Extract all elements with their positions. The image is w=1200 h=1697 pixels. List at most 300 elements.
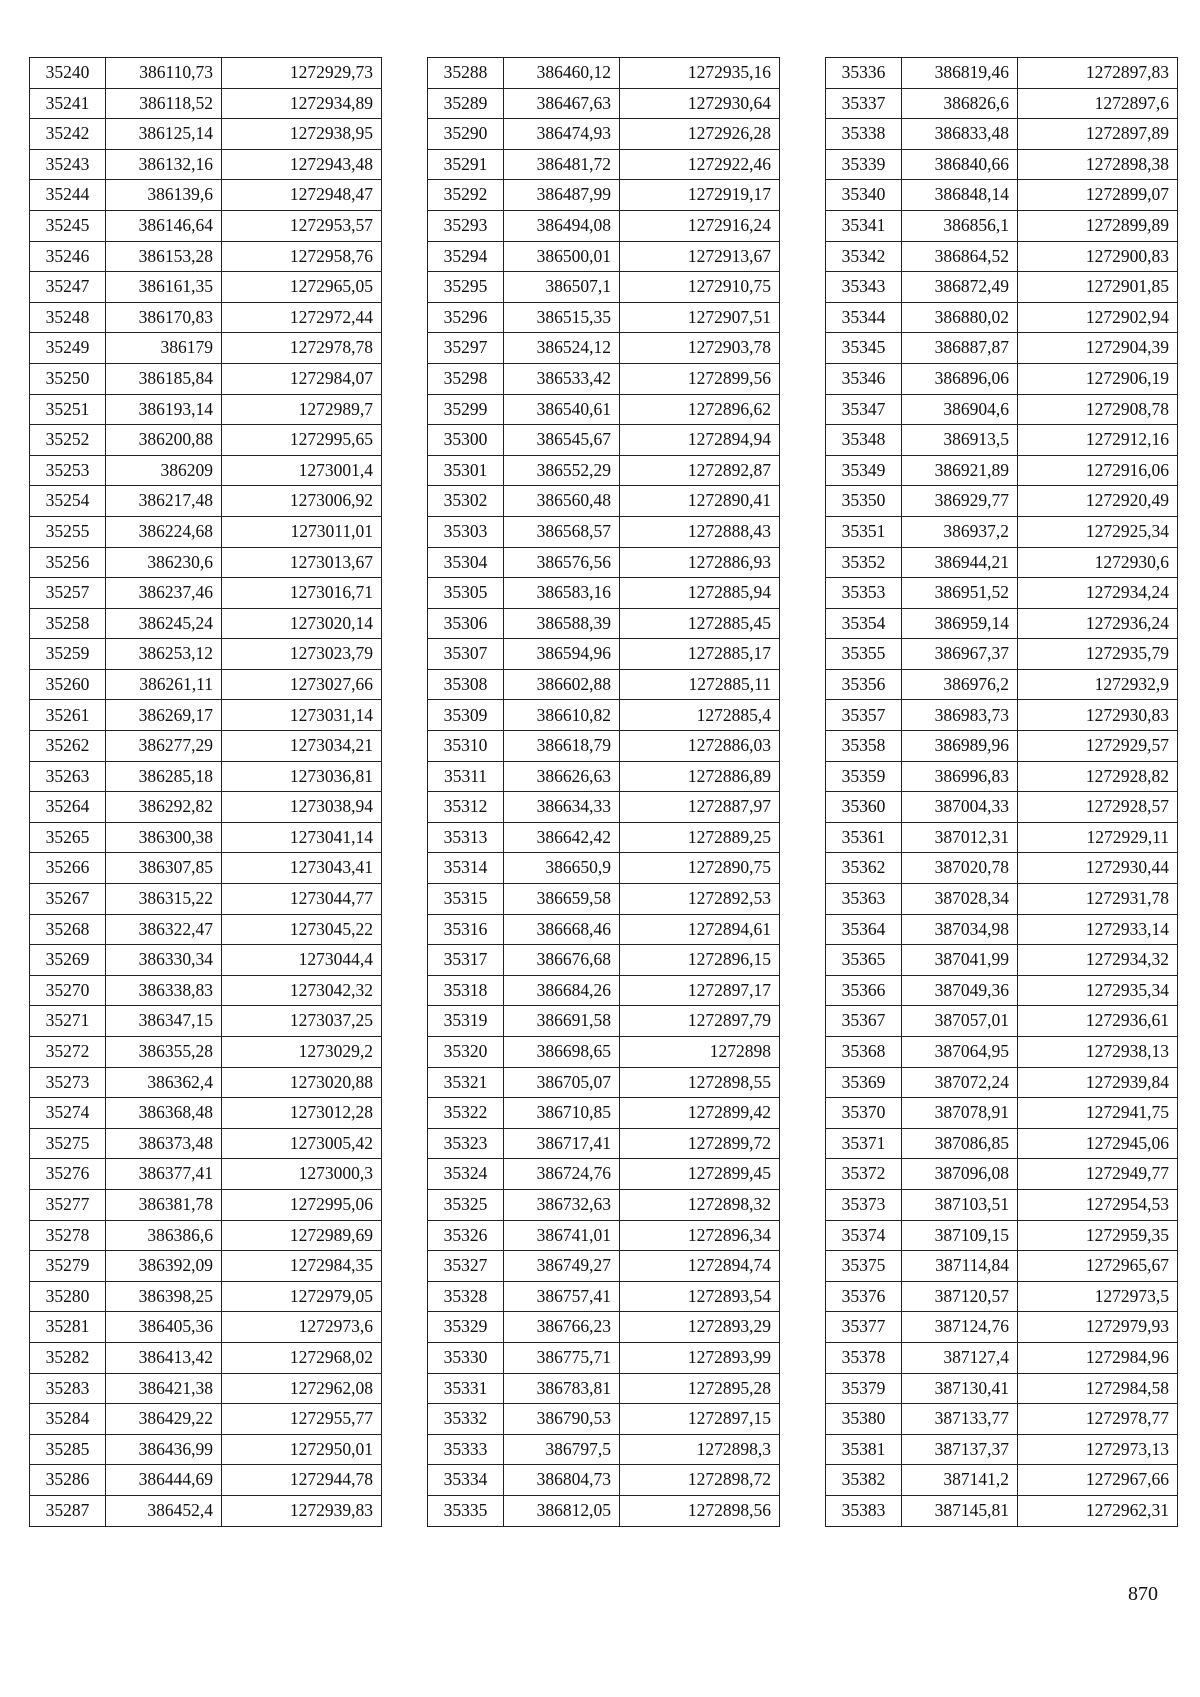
point-id-cell: 35299 (428, 394, 504, 425)
point-id-cell: 35273 (30, 1067, 106, 1098)
table-row (30, 1128, 382, 1159)
table-row (428, 853, 780, 884)
point-id-cell: 35350 (826, 486, 902, 517)
point-id-cell: 35278 (30, 1220, 106, 1251)
table-row (30, 210, 382, 241)
point-id-cell: 35295 (428, 272, 504, 303)
x-coordinate-cell: 386245,24 (106, 608, 222, 639)
y-coordinate-cell: 1272890,75 (620, 853, 780, 884)
y-coordinate-cell: 1272901,85 (1018, 272, 1178, 303)
coordinate-table-2 (427, 57, 780, 1527)
x-coordinate-cell: 387057,01 (902, 1006, 1018, 1037)
table-row (30, 1312, 382, 1343)
x-coordinate-cell: 386724,76 (504, 1159, 620, 1190)
table-row (428, 1373, 780, 1404)
table-row (428, 394, 780, 425)
point-id-cell: 35285 (30, 1434, 106, 1465)
y-coordinate-cell: 1272916,06 (1018, 455, 1178, 486)
point-id-cell: 35250 (30, 363, 106, 394)
table-row (428, 914, 780, 945)
point-id-cell: 35243 (30, 149, 106, 180)
point-id-cell: 35348 (826, 425, 902, 456)
table-row (428, 578, 780, 609)
y-coordinate-cell: 1272897,17 (620, 975, 780, 1006)
x-coordinate-cell: 386766,23 (504, 1312, 620, 1343)
table-row (428, 1342, 780, 1373)
y-coordinate-cell: 1272896,15 (620, 945, 780, 976)
point-id-cell: 35256 (30, 547, 106, 578)
point-id-cell: 35242 (30, 119, 106, 150)
point-id-cell: 35313 (428, 822, 504, 853)
y-coordinate-cell: 1272898,55 (620, 1067, 780, 1098)
table-row (826, 394, 1178, 425)
x-coordinate-cell: 386338,83 (106, 975, 222, 1006)
table-row (30, 761, 382, 792)
x-coordinate-cell: 386330,34 (106, 945, 222, 976)
y-coordinate-cell: 1273005,42 (222, 1128, 382, 1159)
point-id-cell: 35358 (826, 731, 902, 762)
point-id-cell: 35294 (428, 241, 504, 272)
table-row (428, 1434, 780, 1465)
table-row (826, 1037, 1178, 1068)
y-coordinate-cell: 1272933,14 (1018, 914, 1178, 945)
point-id-cell: 35349 (826, 455, 902, 486)
x-coordinate-cell: 386460,12 (504, 58, 620, 89)
table-row (826, 1312, 1178, 1343)
point-id-cell: 35263 (30, 761, 106, 792)
point-id-cell: 35359 (826, 761, 902, 792)
point-id-cell: 35329 (428, 1312, 504, 1343)
point-id-cell: 35334 (428, 1465, 504, 1496)
y-coordinate-cell: 1272885,11 (620, 669, 780, 700)
y-coordinate-cell: 1272939,83 (222, 1495, 382, 1526)
table-row (826, 455, 1178, 486)
y-coordinate-cell: 1272896,34 (620, 1220, 780, 1251)
x-coordinate-cell: 386237,46 (106, 578, 222, 609)
point-id-cell: 35364 (826, 914, 902, 945)
y-coordinate-cell: 1272953,57 (222, 210, 382, 241)
table-row (826, 853, 1178, 884)
table-row (826, 516, 1178, 547)
y-coordinate-cell: 1272899,89 (1018, 210, 1178, 241)
x-coordinate-cell: 386717,41 (504, 1128, 620, 1159)
x-coordinate-cell: 386996,83 (902, 761, 1018, 792)
y-coordinate-cell: 1272954,53 (1018, 1189, 1178, 1220)
y-coordinate-cell: 1272896,62 (620, 394, 780, 425)
y-coordinate-cell: 1272892,53 (620, 884, 780, 915)
point-id-cell: 35296 (428, 302, 504, 333)
y-coordinate-cell: 1272904,39 (1018, 333, 1178, 364)
y-coordinate-cell: 1272978,78 (222, 333, 382, 364)
y-coordinate-cell: 1273013,67 (222, 547, 382, 578)
table-row (826, 1006, 1178, 1037)
point-id-cell: 35244 (30, 180, 106, 211)
y-coordinate-cell: 1272967,66 (1018, 1465, 1178, 1496)
table-row (428, 1251, 780, 1282)
x-coordinate-cell: 386560,48 (504, 486, 620, 517)
table-row (30, 608, 382, 639)
table-row (826, 1159, 1178, 1190)
table-row (30, 639, 382, 670)
point-id-cell: 35377 (826, 1312, 902, 1343)
x-coordinate-cell: 387028,34 (902, 884, 1018, 915)
x-coordinate-cell: 386533,42 (504, 363, 620, 394)
x-coordinate-cell: 386161,35 (106, 272, 222, 303)
y-coordinate-cell: 1273044,4 (222, 945, 382, 976)
x-coordinate-cell: 386626,63 (504, 761, 620, 792)
y-coordinate-cell: 1272943,48 (222, 149, 382, 180)
x-coordinate-cell: 386421,38 (106, 1373, 222, 1404)
table-row (428, 180, 780, 211)
x-coordinate-cell: 386230,6 (106, 547, 222, 578)
y-coordinate-cell: 1272958,76 (222, 241, 382, 272)
point-id-cell: 35347 (826, 394, 902, 425)
y-coordinate-cell: 1272938,13 (1018, 1037, 1178, 1068)
point-id-cell: 35275 (30, 1128, 106, 1159)
y-coordinate-cell: 1272890,41 (620, 486, 780, 517)
point-id-cell: 35271 (30, 1006, 106, 1037)
x-coordinate-cell: 387078,91 (902, 1098, 1018, 1129)
table-row (30, 1067, 382, 1098)
y-coordinate-cell: 1272939,84 (1018, 1067, 1178, 1098)
table-row (428, 639, 780, 670)
table-row (428, 210, 780, 241)
point-id-cell: 35298 (428, 363, 504, 394)
point-id-cell: 35288 (428, 58, 504, 89)
y-coordinate-cell: 1272930,6 (1018, 547, 1178, 578)
table-row (826, 302, 1178, 333)
x-coordinate-cell: 387049,36 (902, 975, 1018, 1006)
table-row (30, 302, 382, 333)
y-coordinate-cell: 1272978,77 (1018, 1404, 1178, 1435)
y-coordinate-cell: 1272906,19 (1018, 363, 1178, 394)
x-coordinate-cell: 386487,99 (504, 180, 620, 211)
x-coordinate-cell: 386515,35 (504, 302, 620, 333)
y-coordinate-cell: 1272922,46 (620, 149, 780, 180)
point-id-cell: 35307 (428, 639, 504, 670)
table-row (826, 700, 1178, 731)
x-coordinate-cell: 386347,15 (106, 1006, 222, 1037)
table-row (826, 210, 1178, 241)
table-row (30, 88, 382, 119)
table-row (428, 333, 780, 364)
table-row (30, 333, 382, 364)
point-id-cell: 35257 (30, 578, 106, 609)
point-id-cell: 35247 (30, 272, 106, 303)
point-id-cell: 35312 (428, 792, 504, 823)
y-coordinate-cell: 1272945,06 (1018, 1128, 1178, 1159)
point-id-cell: 35274 (30, 1098, 106, 1129)
point-id-cell: 35372 (826, 1159, 902, 1190)
table-row (826, 1220, 1178, 1251)
x-coordinate-cell: 387096,08 (902, 1159, 1018, 1190)
x-coordinate-cell: 386193,14 (106, 394, 222, 425)
y-coordinate-cell: 1272899,56 (620, 363, 780, 394)
y-coordinate-cell: 1272887,97 (620, 792, 780, 823)
table-row (30, 547, 382, 578)
y-coordinate-cell: 1272885,45 (620, 608, 780, 639)
point-id-cell: 35328 (428, 1281, 504, 1312)
x-coordinate-cell: 386710,85 (504, 1098, 620, 1129)
x-coordinate-cell: 387064,95 (902, 1037, 1018, 1068)
y-coordinate-cell: 1272989,7 (222, 394, 382, 425)
point-id-cell: 35370 (826, 1098, 902, 1129)
page-number: 870 (1128, 1583, 1158, 1605)
point-id-cell: 35283 (30, 1373, 106, 1404)
table-row (826, 975, 1178, 1006)
y-coordinate-cell: 1272950,01 (222, 1434, 382, 1465)
table-row (428, 455, 780, 486)
x-coordinate-cell: 386277,29 (106, 731, 222, 762)
point-id-cell: 35366 (826, 975, 902, 1006)
y-coordinate-cell: 1272973,6 (222, 1312, 382, 1343)
y-coordinate-cell: 1272893,99 (620, 1342, 780, 1373)
table-row (428, 547, 780, 578)
y-coordinate-cell: 1273011,01 (222, 516, 382, 547)
y-coordinate-cell: 1273038,94 (222, 792, 382, 823)
table-row (826, 547, 1178, 578)
table-row (30, 669, 382, 700)
point-id-cell: 35297 (428, 333, 504, 364)
y-coordinate-cell: 1272979,93 (1018, 1312, 1178, 1343)
point-id-cell: 35369 (826, 1067, 902, 1098)
point-id-cell: 35323 (428, 1128, 504, 1159)
point-id-cell: 35253 (30, 455, 106, 486)
x-coordinate-cell: 386676,68 (504, 945, 620, 976)
x-coordinate-cell: 386170,83 (106, 302, 222, 333)
x-coordinate-cell: 386398,25 (106, 1281, 222, 1312)
x-coordinate-cell: 386568,57 (504, 516, 620, 547)
point-id-cell: 35343 (826, 272, 902, 303)
table-row (428, 884, 780, 915)
table-row (826, 88, 1178, 119)
point-id-cell: 35340 (826, 180, 902, 211)
table-row (826, 119, 1178, 150)
x-coordinate-cell: 386200,88 (106, 425, 222, 456)
y-coordinate-cell: 1273020,88 (222, 1067, 382, 1098)
y-coordinate-cell: 1272929,57 (1018, 731, 1178, 762)
point-id-cell: 35352 (826, 547, 902, 578)
x-coordinate-cell: 386153,28 (106, 241, 222, 272)
table-row (826, 1128, 1178, 1159)
table-row (826, 792, 1178, 823)
point-id-cell: 35254 (30, 486, 106, 517)
table-row (428, 608, 780, 639)
y-coordinate-cell: 1272912,16 (1018, 425, 1178, 456)
x-coordinate-cell: 386362,4 (106, 1067, 222, 1098)
point-id-cell: 35330 (428, 1342, 504, 1373)
y-coordinate-cell: 1272984,35 (222, 1251, 382, 1282)
table-row (826, 1251, 1178, 1282)
x-coordinate-cell: 386989,96 (902, 731, 1018, 762)
table-row (30, 149, 382, 180)
y-coordinate-cell: 1272898,38 (1018, 149, 1178, 180)
point-id-cell: 35301 (428, 455, 504, 486)
y-coordinate-cell: 1272973,13 (1018, 1434, 1178, 1465)
point-id-cell: 35240 (30, 58, 106, 89)
y-coordinate-cell: 1273027,66 (222, 669, 382, 700)
x-coordinate-cell: 387133,77 (902, 1404, 1018, 1435)
point-id-cell: 35241 (30, 88, 106, 119)
table-row (428, 761, 780, 792)
y-coordinate-cell: 1272948,47 (222, 180, 382, 211)
y-coordinate-cell: 1272897,6 (1018, 88, 1178, 119)
y-coordinate-cell: 1273001,4 (222, 455, 382, 486)
y-coordinate-cell: 1272898,32 (620, 1189, 780, 1220)
y-coordinate-cell: 1272885,94 (620, 578, 780, 609)
point-id-cell: 35373 (826, 1189, 902, 1220)
x-coordinate-cell: 386381,78 (106, 1189, 222, 1220)
point-id-cell: 35319 (428, 1006, 504, 1037)
point-id-cell: 35320 (428, 1037, 504, 1068)
x-coordinate-cell: 386386,6 (106, 1220, 222, 1251)
point-id-cell: 35316 (428, 914, 504, 945)
y-coordinate-cell: 1273006,92 (222, 486, 382, 517)
point-id-cell: 35306 (428, 608, 504, 639)
table-row (428, 1006, 780, 1037)
x-coordinate-cell: 386300,38 (106, 822, 222, 853)
table-row (826, 1434, 1178, 1465)
table-row (826, 272, 1178, 303)
y-coordinate-cell: 1272885,4 (620, 700, 780, 731)
x-coordinate-cell: 386705,07 (504, 1067, 620, 1098)
point-id-cell: 35360 (826, 792, 902, 823)
point-id-cell: 35252 (30, 425, 106, 456)
point-id-cell: 35262 (30, 731, 106, 762)
x-coordinate-cell: 386959,14 (902, 608, 1018, 639)
x-coordinate-cell: 386224,68 (106, 516, 222, 547)
point-id-cell: 35264 (30, 792, 106, 823)
x-coordinate-cell: 387041,99 (902, 945, 1018, 976)
y-coordinate-cell: 1272930,44 (1018, 853, 1178, 884)
x-coordinate-cell: 386355,28 (106, 1037, 222, 1068)
y-coordinate-cell: 1272935,16 (620, 58, 780, 89)
x-coordinate-cell: 387103,51 (902, 1189, 1018, 1220)
point-id-cell: 35290 (428, 119, 504, 150)
y-coordinate-cell: 1272897,79 (620, 1006, 780, 1037)
x-coordinate-cell: 386732,63 (504, 1189, 620, 1220)
x-coordinate-cell: 386594,96 (504, 639, 620, 670)
x-coordinate-cell: 387141,2 (902, 1465, 1018, 1496)
table-row (30, 180, 382, 211)
point-id-cell: 35314 (428, 853, 504, 884)
x-coordinate-cell: 386812,05 (504, 1495, 620, 1526)
x-coordinate-cell: 386436,99 (106, 1434, 222, 1465)
point-id-cell: 35292 (428, 180, 504, 211)
x-coordinate-cell: 386610,82 (504, 700, 620, 731)
y-coordinate-cell: 1272894,94 (620, 425, 780, 456)
table-row (428, 516, 780, 547)
table-row (30, 945, 382, 976)
y-coordinate-cell: 1273016,71 (222, 578, 382, 609)
y-coordinate-cell: 1272934,32 (1018, 945, 1178, 976)
coordinate-table-1 (29, 57, 382, 1527)
table-row (826, 1189, 1178, 1220)
x-coordinate-cell: 386185,84 (106, 363, 222, 394)
point-id-cell: 35265 (30, 822, 106, 853)
table-row (428, 1189, 780, 1220)
point-id-cell: 35267 (30, 884, 106, 915)
table-row (428, 792, 780, 823)
point-id-cell: 35255 (30, 516, 106, 547)
point-id-cell: 35302 (428, 486, 504, 517)
x-coordinate-cell: 386618,79 (504, 731, 620, 762)
point-id-cell: 35338 (826, 119, 902, 150)
table-row (428, 1281, 780, 1312)
table-row (826, 578, 1178, 609)
y-coordinate-cell: 1273012,28 (222, 1098, 382, 1129)
table-row (826, 1281, 1178, 1312)
point-id-cell: 35341 (826, 210, 902, 241)
table-row (826, 731, 1178, 762)
table-row (30, 578, 382, 609)
x-coordinate-cell: 386125,14 (106, 119, 222, 150)
y-coordinate-cell: 1273031,14 (222, 700, 382, 731)
point-id-cell: 35279 (30, 1251, 106, 1282)
table-row (30, 272, 382, 303)
point-id-cell: 35277 (30, 1189, 106, 1220)
x-coordinate-cell: 386872,49 (902, 272, 1018, 303)
y-coordinate-cell: 1273000,3 (222, 1159, 382, 1190)
point-id-cell: 35339 (826, 149, 902, 180)
table-row (30, 1465, 382, 1496)
point-id-cell: 35308 (428, 669, 504, 700)
x-coordinate-cell: 386139,6 (106, 180, 222, 211)
x-coordinate-cell: 386976,2 (902, 669, 1018, 700)
point-id-cell: 35258 (30, 608, 106, 639)
x-coordinate-cell: 386583,16 (504, 578, 620, 609)
table-row (826, 149, 1178, 180)
table-row (30, 58, 382, 89)
x-coordinate-cell: 386864,52 (902, 241, 1018, 272)
y-coordinate-cell: 1272889,25 (620, 822, 780, 853)
x-coordinate-cell: 387120,57 (902, 1281, 1018, 1312)
x-coordinate-cell: 387130,41 (902, 1373, 1018, 1404)
table-row (428, 1037, 780, 1068)
x-coordinate-cell: 386474,93 (504, 119, 620, 150)
y-coordinate-cell: 1272886,03 (620, 731, 780, 762)
table-row (428, 1404, 780, 1435)
x-coordinate-cell: 386848,14 (902, 180, 1018, 211)
y-coordinate-cell: 1272968,02 (222, 1342, 382, 1373)
y-coordinate-cell: 1272916,24 (620, 210, 780, 241)
x-coordinate-cell: 386552,29 (504, 455, 620, 486)
table-row (428, 272, 780, 303)
point-id-cell: 35281 (30, 1312, 106, 1343)
x-coordinate-cell: 386373,48 (106, 1128, 222, 1159)
table-row (30, 363, 382, 394)
y-coordinate-cell: 1272893,29 (620, 1312, 780, 1343)
x-coordinate-cell: 386261,11 (106, 669, 222, 700)
y-coordinate-cell: 1272892,87 (620, 455, 780, 486)
y-coordinate-cell: 1272984,58 (1018, 1373, 1178, 1404)
x-coordinate-cell: 386405,36 (106, 1312, 222, 1343)
x-coordinate-cell: 386307,85 (106, 853, 222, 884)
y-coordinate-cell: 1272931,78 (1018, 884, 1178, 915)
x-coordinate-cell: 386650,9 (504, 853, 620, 884)
x-coordinate-cell: 386179 (106, 333, 222, 364)
table-row (826, 639, 1178, 670)
table-row (428, 700, 780, 731)
y-coordinate-cell: 1272919,17 (620, 180, 780, 211)
y-coordinate-cell: 1272895,28 (620, 1373, 780, 1404)
point-id-cell: 35327 (428, 1251, 504, 1282)
y-coordinate-cell: 1272929,11 (1018, 822, 1178, 853)
x-coordinate-cell: 387109,15 (902, 1220, 1018, 1251)
y-coordinate-cell: 1272903,78 (620, 333, 780, 364)
y-coordinate-cell: 1272949,77 (1018, 1159, 1178, 1190)
y-coordinate-cell: 1272955,77 (222, 1404, 382, 1435)
